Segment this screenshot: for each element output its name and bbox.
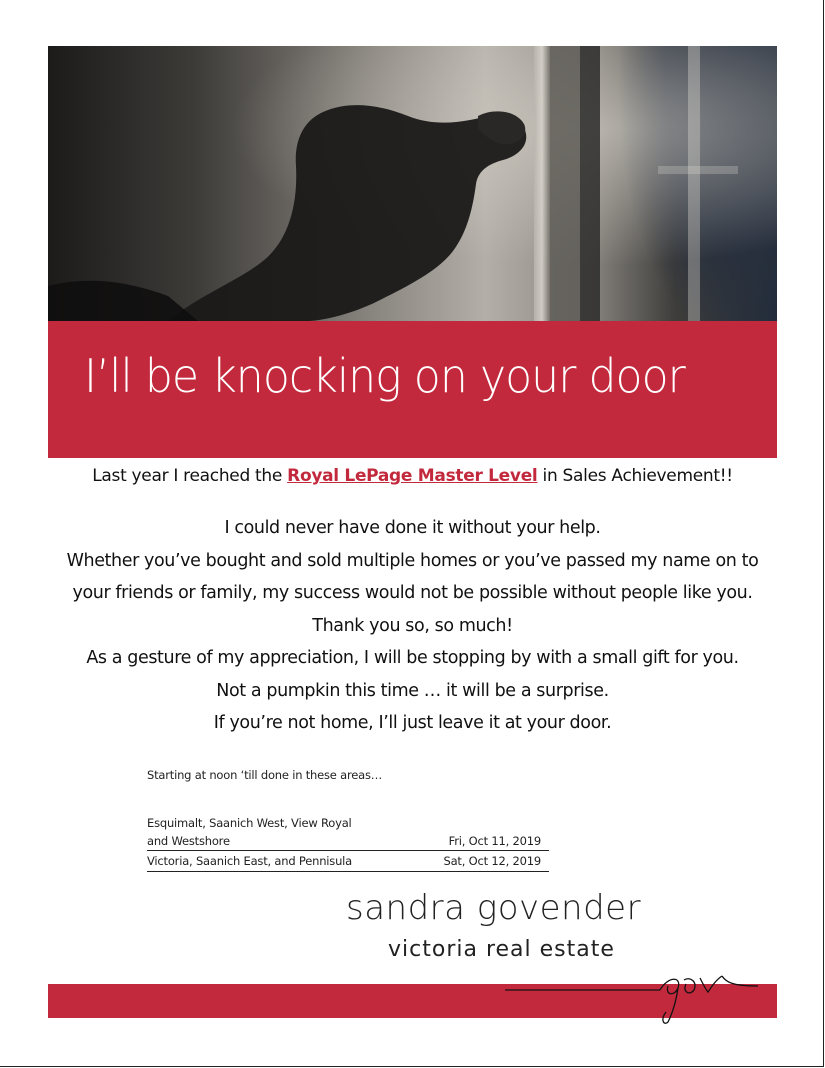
schedule-area: Victoria, Saanich East, and Pennisula: [147, 854, 353, 868]
schedule-date: Sat, Oct 12, 2019: [443, 854, 541, 868]
message-line: Thank you so, so much!: [312, 615, 513, 636]
message-line: Not a pumpkin this time … it will be a surprise.: [216, 680, 609, 701]
message-body: [48, 512, 777, 740]
brand-name: sandra govender: [346, 888, 642, 928]
message-line: If you’re not home, I’ll just leave it at your door.: [213, 713, 612, 733]
banner-title: I’ll be knocking on your door: [84, 349, 685, 403]
signature-icon: [500, 968, 770, 1028]
title-banner: [48, 321, 777, 458]
achievement-line: [48, 466, 777, 486]
schedule-row: [147, 851, 549, 872]
schedule-row: [147, 832, 549, 851]
lead-before: Last year I reached the: [92, 466, 288, 486]
signature-logo: [500, 968, 770, 1033]
message-line: I could never have done it without your help.: [224, 518, 601, 538]
hero-photo: [48, 46, 777, 321]
visit-schedule: [147, 768, 557, 872]
schedule-area: and Westshore: [147, 834, 230, 848]
schedule-date: Fri, Oct 11, 2019: [448, 834, 541, 848]
master-level-highlight: Royal LePage Master Level: [287, 466, 538, 486]
message-line: Whether you’ve bought and sold multiple homes or you’ve passed my name on to: [66, 550, 759, 571]
schedule-intro: Starting at noon ‘till done in these areas…: [147, 768, 383, 782]
lead-after: in Sales Achievement!!: [537, 466, 733, 486]
hand-knocking-image: [48, 46, 777, 321]
schedule-area-line: Esquimalt, Saanich West, View Royal: [147, 816, 352, 830]
message-line: As a gesture of my appreciation, I will be stopping by with a small gift for you.: [86, 648, 739, 668]
brand-subtitle: victoria real estate: [388, 937, 615, 962]
message-line: your friends or family, my success would not be possible without people like you.: [72, 583, 753, 603]
